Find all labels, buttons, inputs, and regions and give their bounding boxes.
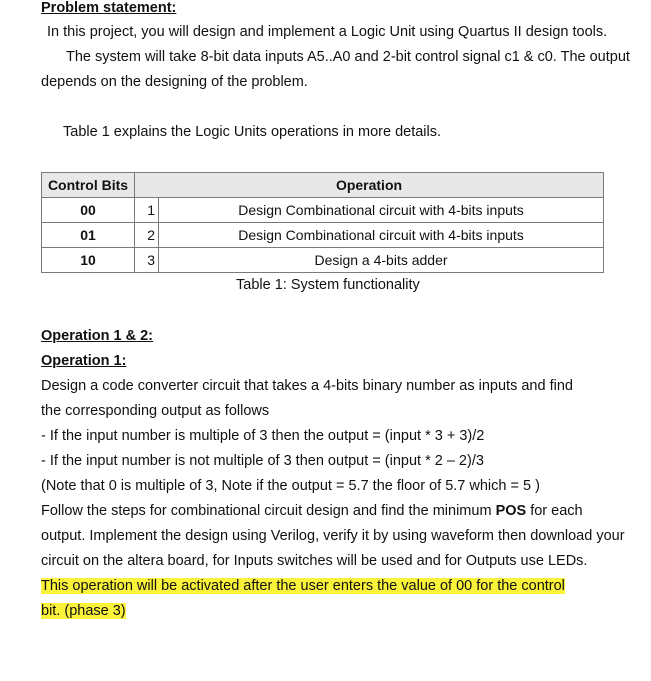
- table-row: [42, 223, 604, 248]
- follow-text-pre: Follow the steps for combinational circuit design and find the minimum: [41, 503, 496, 519]
- problem-heading: Problem statement:: [41, 0, 177, 16]
- table-intro: Table 1 explains the Logic Units operations in more details.: [63, 124, 442, 140]
- index-cell: 3: [135, 248, 159, 273]
- follow-text-post: for each: [526, 503, 583, 519]
- operation-heading-1: Operation 1:: [41, 353, 127, 369]
- index-cell: 1: [135, 198, 159, 223]
- highlight-text: This operation will be activated after the user enters the value of 00 for the control: [41, 578, 565, 594]
- follow-steps-line: [41, 503, 583, 519]
- table-row: [42, 248, 604, 273]
- operation-line: the corresponding output as follows: [41, 403, 270, 419]
- header-control-bits: Control Bits: [42, 173, 135, 198]
- operation-line: (Note that 0 is multiple of 3, Note if the output = 5.7 the floor of 5.7 which = 5 ): [41, 478, 540, 494]
- table-caption: Table 1: System functionality: [236, 277, 420, 293]
- operation-cell: Design Combinational circuit with 4-bits inputs: [159, 198, 604, 223]
- control-cell: 10: [42, 248, 135, 273]
- operation-line: output. Implement the design using Verilog, verify it by using waveform then download your: [41, 528, 625, 544]
- operation-heading-1-2: Operation 1 & 2:: [41, 328, 153, 344]
- highlight-text: bit. (phase 3): [41, 603, 126, 619]
- problem-line-3: depends on the designing of the problem.: [41, 74, 308, 90]
- problem-line-1: In this project, you will design and implement a Logic Unit using Quartus II design tools.: [47, 24, 608, 40]
- pos-emphasis: POS: [495, 503, 527, 519]
- operation-line: Design a code converter circuit that takes a 4-bits binary number as inputs and find: [41, 378, 573, 394]
- control-cell: 01: [42, 223, 135, 248]
- problem-line-2: The system will take 8-bit data inputs A5..A0 and 2-bit control signal c1 & c0. The output: [66, 49, 630, 65]
- operation-cell: Design a 4-bits adder: [159, 248, 604, 273]
- control-cell: 00: [42, 198, 135, 223]
- operation-cell: Design Combinational circuit with 4-bits inputs: [159, 223, 604, 248]
- operation-line: circuit on the altera board, for Inputs switches will be used and for Outputs use LEDs.: [41, 553, 588, 569]
- table-row: [42, 198, 604, 223]
- table-header-row: [42, 173, 604, 198]
- operation-line: - If the input number is multiple of 3 then the output = (input * 3 + 3)/2: [41, 428, 485, 444]
- index-cell: 2: [135, 223, 159, 248]
- header-operation: Operation: [135, 173, 604, 198]
- highlighted-note-line-2: [41, 603, 126, 619]
- highlighted-note-line-1: [41, 578, 565, 594]
- operation-line: - If the input number is not multiple of 3 then output = (input * 2 – 2)/3: [41, 453, 484, 469]
- operations-table: [41, 172, 604, 273]
